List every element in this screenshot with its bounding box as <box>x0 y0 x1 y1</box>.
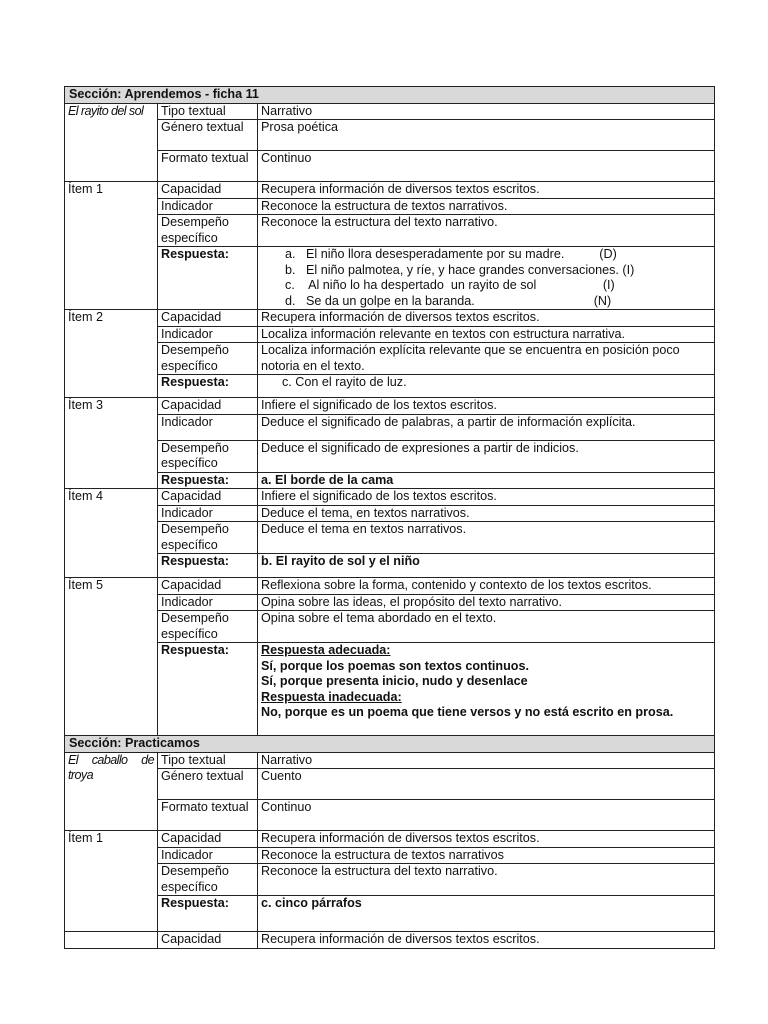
row-value: Infiere el significado de los textos escritos. <box>258 489 715 506</box>
adequate-answer: Sí, porque los poemas son textos continuos. <box>261 658 530 673</box>
row-value: Cuento <box>258 769 715 800</box>
row-value: Reconoce la estructura del texto narrativo. <box>258 215 715 247</box>
row-value: Deduce el tema en textos narrativos. <box>258 522 715 554</box>
answer-value <box>258 247 715 310</box>
answer-label: Respuesta: <box>158 896 258 932</box>
row-value: Localiza información relevante en textos con estructura narrativa. <box>258 326 715 343</box>
adequate-answer: Sí, porque presenta inicio, nudo y desenlace <box>261 674 528 688</box>
row-label: Desempeño específico <box>158 611 258 643</box>
inadequate-answer: No, porque es un poema que tiene versos y no está escrito en prosa. <box>261 705 674 719</box>
row-label: Indicador <box>158 505 258 522</box>
item-label: Ítem 1 <box>65 182 158 310</box>
row-label: Desempeño específico <box>158 864 258 896</box>
row-value: Continuo <box>258 800 715 831</box>
row-label: Capacidad <box>158 578 258 595</box>
row-label: Indicador <box>158 326 258 343</box>
row-label: Indicador <box>158 414 258 440</box>
section-header-row <box>65 87 715 104</box>
item-label <box>65 932 158 949</box>
row-value: Reconoce la estructura de textos narrativos. <box>258 198 715 215</box>
row-label: Tipo textual <box>158 752 258 769</box>
evaluation-table <box>64 86 715 949</box>
answer-label: Respuesta: <box>158 375 258 398</box>
row-value: Deduce el significado de expresiones a partir de indicios. <box>258 440 715 472</box>
section-header-row <box>65 736 715 753</box>
row-label: Género textual <box>158 120 258 151</box>
row-label: Formato textual <box>158 800 258 831</box>
answer-option: a. El niño llora desesperadamente por su madre. (D) <box>285 247 617 261</box>
inadequate-answer-label: Respuesta inadecuada: <box>261 689 402 704</box>
row-value: Opina sobre las ideas, el propósito del texto narrativo. <box>258 594 715 611</box>
answer-value: a. El borde de la cama <box>258 472 715 489</box>
row-label: Capacidad <box>158 932 258 949</box>
item-label: Ítem 5 <box>65 578 158 736</box>
row-value: Deduce el tema, en textos narrativos. <box>258 505 715 522</box>
row-label: Tipo textual <box>158 103 258 120</box>
item-label: Ítem 4 <box>65 489 158 578</box>
row-label: Desempeño específico <box>158 215 258 247</box>
adequate-answer-label: Respuesta adecuada: <box>261 643 391 657</box>
row-label: Género textual <box>158 769 258 800</box>
row-value: Narrativo <box>258 752 715 769</box>
row-value: Infiere el significado de los textos escritos. <box>258 398 715 415</box>
text-title: El rayito del sol <box>65 103 158 182</box>
row-label: Indicador <box>158 847 258 864</box>
answer-option: b. El niño palmotea, y ríe, y hace grandes conversaciones. (I) <box>285 262 635 277</box>
answer-value: c. cinco párrafos <box>258 896 715 932</box>
document-page <box>64 86 714 949</box>
row-value: Recupera información de diversos textos escritos. <box>258 310 715 327</box>
answer-value: b. El rayito de sol y el niño <box>258 554 715 578</box>
answer-options-list <box>261 247 711 309</box>
row-value: Recupera información de diversos textos escritos. <box>258 932 715 949</box>
row-label: Capacidad <box>158 310 258 327</box>
row-value: Reconoce la estructura del texto narrativo. <box>258 864 715 896</box>
row-value: Recupera información de diversos textos escritos. <box>258 182 715 199</box>
row-value: Localiza información explícita relevante que se encuentra en posición poco notoria en el texto. <box>258 343 715 375</box>
row-value: Continuo <box>258 151 715 182</box>
section-header: Sección: Practicamos <box>65 736 715 753</box>
row-value: Opina sobre el tema abordado en el texto. <box>258 611 715 643</box>
row-value: Recupera información de diversos textos escritos. <box>258 831 715 848</box>
row-label: Capacidad <box>158 182 258 199</box>
section-header: Sección: Aprendemos - ficha 11 <box>65 87 715 104</box>
row-label: Desempeño específico <box>158 440 258 472</box>
row-label: Indicador <box>158 594 258 611</box>
answer-value: c. Con el rayito de luz. <box>258 375 715 398</box>
row-value: Reflexiona sobre la forma, contenido y contexto de los textos escritos. <box>258 578 715 595</box>
row-label: Capacidad <box>158 831 258 848</box>
text-title: El caballo de troya <box>65 752 158 831</box>
row-label: Formato textual <box>158 151 258 182</box>
row-value: Prosa poética <box>258 120 715 151</box>
item-label: Ítem 3 <box>65 398 158 489</box>
row-label: Capacidad <box>158 489 258 506</box>
row-label: Desempeño específico <box>158 343 258 375</box>
answer-option: c. Al niño lo ha despertado un rayito de sol (I) <box>285 278 615 292</box>
answer-label: Respuesta: <box>158 643 258 736</box>
answer-value <box>258 643 715 736</box>
item-label: Ítem 1 <box>65 831 158 932</box>
item-label: Ítem 2 <box>65 310 158 398</box>
row-label: Indicador <box>158 198 258 215</box>
row-value: Reconoce la estructura de textos narrativos <box>258 847 715 864</box>
row-label: Desempeño específico <box>158 522 258 554</box>
answer-label: Respuesta: <box>158 472 258 489</box>
answer-option: d. Se da un golpe en la baranda. (N) <box>285 293 612 308</box>
answer-label: Respuesta: <box>158 554 258 578</box>
row-value: Narrativo <box>258 103 715 120</box>
row-value: Deduce el significado de palabras, a partir de información explícita. <box>258 414 715 440</box>
row-label: Capacidad <box>158 398 258 415</box>
answer-label: Respuesta: <box>158 247 258 310</box>
